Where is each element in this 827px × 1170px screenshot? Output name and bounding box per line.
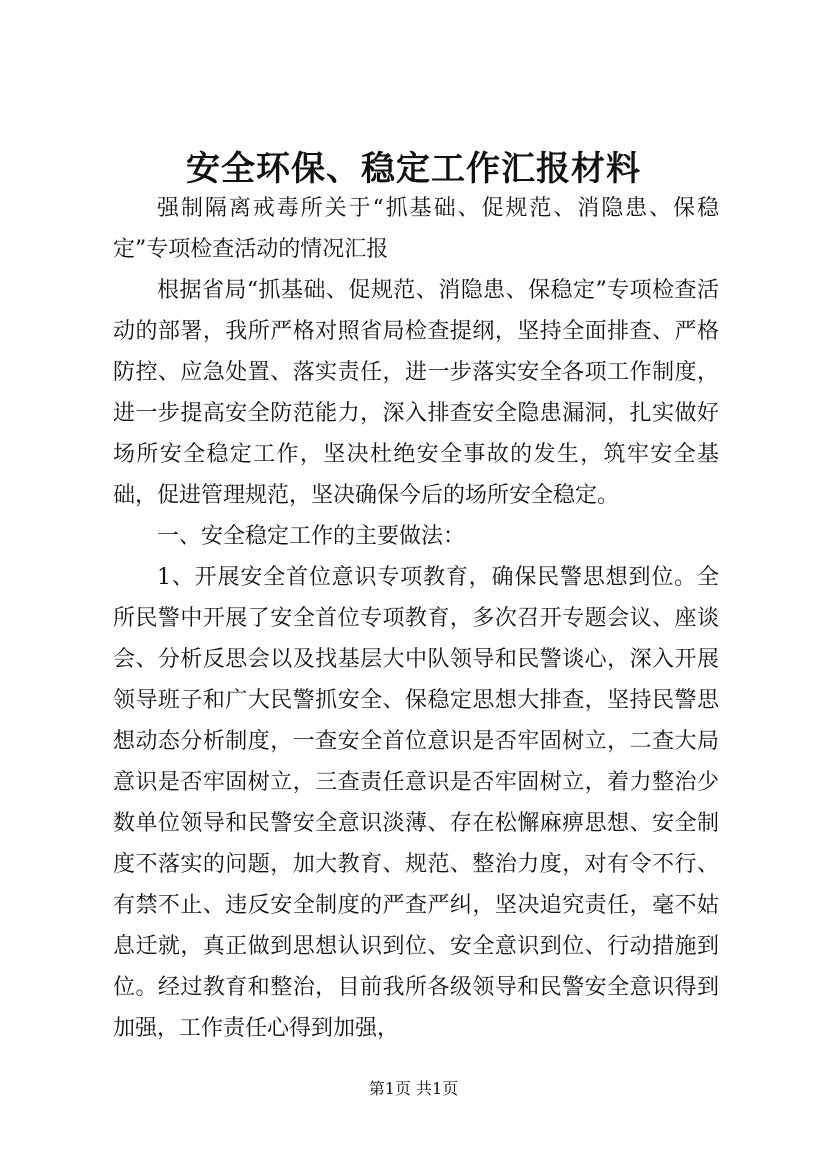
paragraph-intro: 根据省局“抓基础、促规范、消隐患、保稳定”专项检查活动的部署，我所严格对照省局检查提纲，坚持全面排查、严格防控、应急处置、落实责任，进一步落实安全各项工作制度，进一步提高安全防范能力，深入排查安全隐患漏洞，扎实做好场所安全稳定工作，坚决杜绝安全事故的发生，筑牢安全基础，促进管理规范，坚决确保今后的场所安全稳定。 (113, 278, 719, 508)
document-title: 安全环保、稳定工作汇报材料 (186, 149, 641, 189)
page-footer: 第1页 共1页 (368, 1079, 459, 1098)
paragraph-section-heading: 一、安全稳定工作的主要做法： (157, 524, 466, 549)
document-body (113, 188, 719, 1049)
paragraph-subtitle: 强制隔离戒毒所关于“抓基础、促规范、消隐患、保稳定”专项检查活动的情况汇报 (113, 196, 719, 262)
paragraph-item-1: 1、开展安全首位意识专项教育，确保民警思想到位。全所民警中开展了安全首位专项教育，多次召开专题会议、座谈会、分析反思会以及找基层大中队领导和民警谈心，深入开展领导班子和广大民警抓安全、保稳定思想大排查，坚持民警思想动态分析制度，一查安全首位意识是否牢固树立，二查大局意识是否牢固树立，三查责任意识是否牢固树立，着力整治少数单位领导和民警安全意识淡薄、存在松懈麻痹思想、安全制度不落实的问题，加大教育、规范、整治力度，对有令不行、有禁不止、违反安全制度的严查严纠，坚决追究责任，毫不姑息迁就，真正做到思想认识到位、安全意识到位、行动措施到位。经过教育和整治，目前我所各级领导和民警安全意识得到加强，工作责任心得到加强， (113, 565, 719, 1041)
